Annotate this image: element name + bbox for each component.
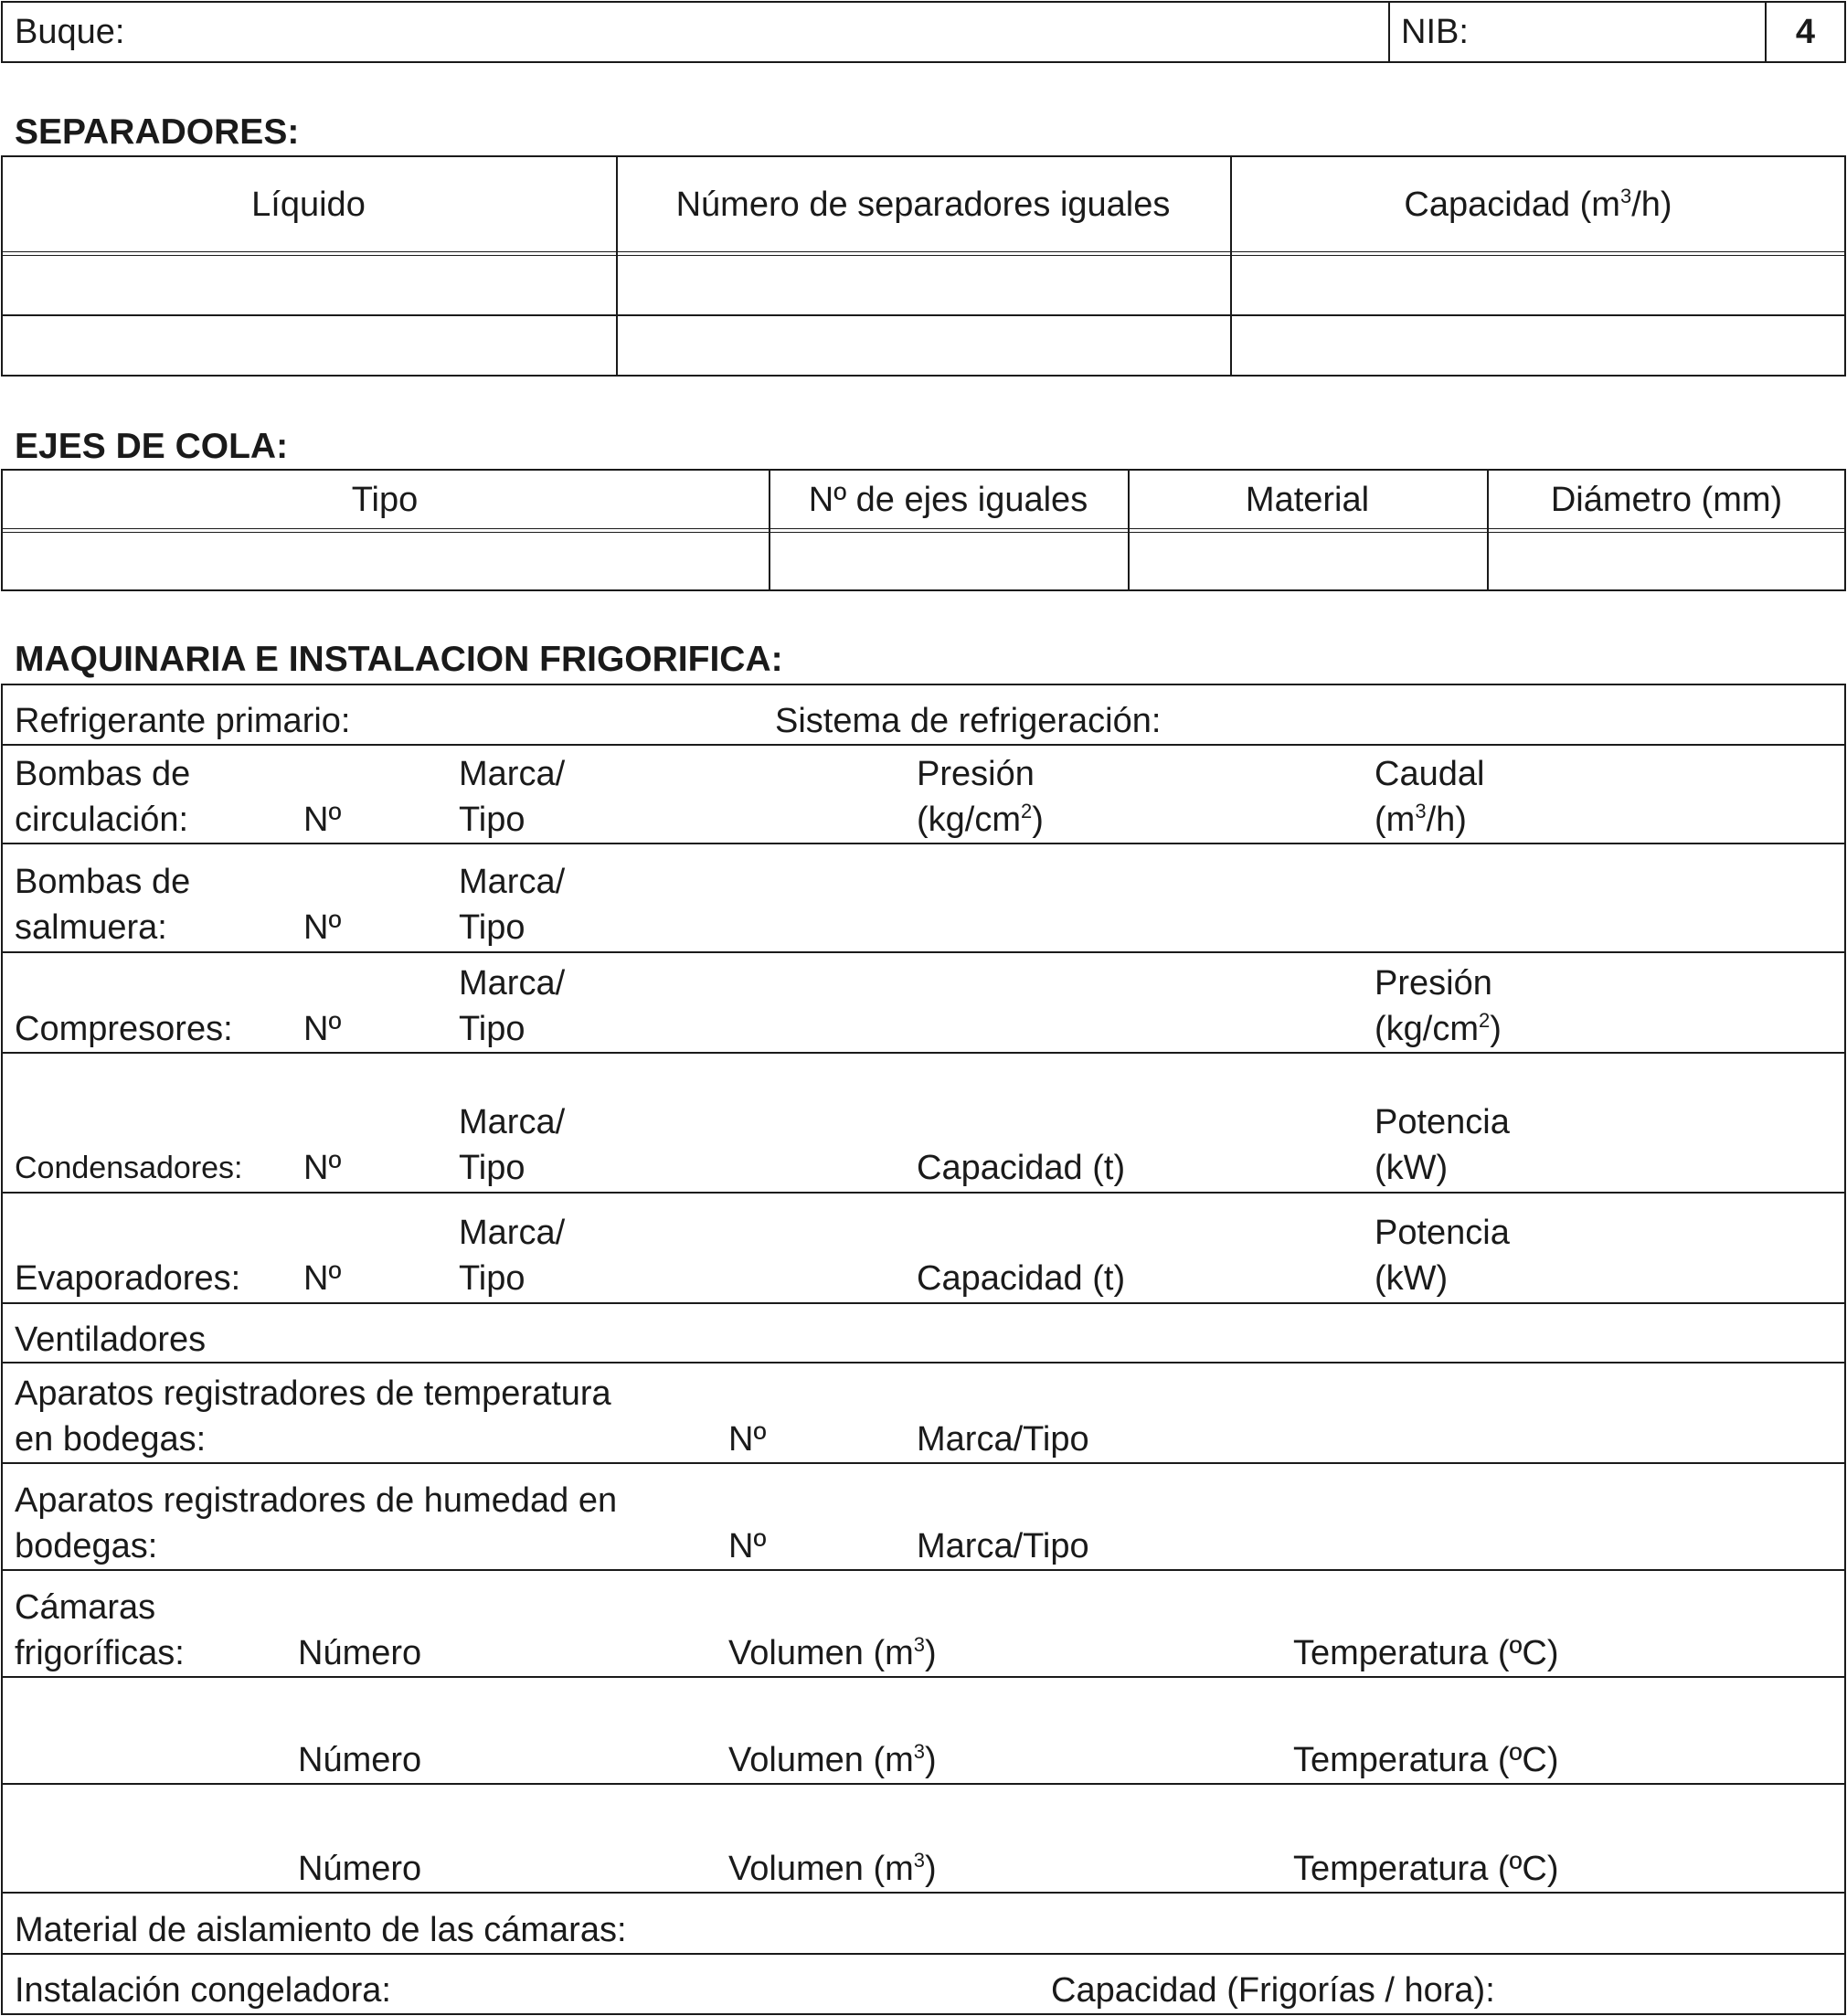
- temperatura-label: Temperatura (ºC): [1293, 1850, 1559, 1888]
- marca-tipo-label: Marca/ Tipo: [459, 964, 566, 1048]
- numero-label: Número: [298, 1850, 422, 1888]
- temperatura-label: Temperatura (ºC): [1293, 1741, 1559, 1779]
- ventiladores-label: Ventiladores: [15, 1321, 207, 1359]
- col-diametro: Diámetro (mm): [1550, 481, 1783, 519]
- maquinaria-title: MAQUINARIA E INSTALACION FRIGORIFICA:: [15, 640, 783, 679]
- col-liquido: Líquido: [251, 186, 366, 224]
- num-label: Nº: [303, 1259, 342, 1298]
- ejes-header-rule: [1, 528, 1846, 533]
- row-divider: [1, 1192, 1846, 1194]
- sistema-label: Sistema de refrigeración:: [775, 702, 1162, 740]
- volumen-label: Volumen $(m^3)$: [728, 1740, 937, 1779]
- row-divider: [1, 744, 1846, 746]
- separadores-header-rule: [1, 251, 1846, 256]
- ship-label: Buque:: [15, 13, 125, 51]
- camaras-label: Cámaras frigoríficas:: [15, 1588, 185, 1672]
- row-divider: [1, 1362, 1846, 1363]
- capacidad-frigorias-label: Capacidad (Frigorías / hora):: [1051, 1971, 1495, 2010]
- aparatos-humedad-label: Aparatos registradores de humedad en bodegas:: [15, 1481, 618, 1565]
- header-box: [1, 1, 1846, 63]
- presion-label: Presión $(kg/cm^2)$: [1375, 964, 1502, 1048]
- marca-tipo-label: Marca/Tipo: [917, 1527, 1089, 1565]
- bombas-salmuera-label: Bombas de salmuera:: [15, 863, 191, 947]
- row-divider: [1, 1302, 1846, 1304]
- row-divider: [1, 1676, 1846, 1678]
- evaporadores-label: Evaporadores:: [15, 1259, 241, 1298]
- volumen-label: Volumen $(m^3)$: [728, 1633, 937, 1672]
- page-number: 4: [1795, 13, 1816, 51]
- potencia-label: Potencia (kW): [1375, 1214, 1510, 1298]
- marca-tipo-label: Marca/ Tipo: [459, 1103, 566, 1187]
- col-capacidad: Capacidad $(m^3/h)$: [1404, 185, 1672, 224]
- refrigerante-label: Refrigerante primario:: [15, 702, 351, 740]
- num-label: Nº: [303, 908, 342, 947]
- row-divider: [1, 314, 1846, 316]
- row-divider: [1, 1783, 1846, 1785]
- material-aislamiento-label: Material de aislamiento de las cámaras:: [15, 1911, 627, 1949]
- col-material: Material: [1245, 481, 1370, 519]
- num-label: Nº: [303, 1149, 342, 1187]
- header-divider: [1388, 1, 1390, 63]
- aparatos-temperatura-label: Aparatos registradores de temperatura en bodegas:: [15, 1374, 611, 1459]
- row-divider: [1, 1569, 1846, 1571]
- ejes-title: EJES DE COLA:: [15, 427, 289, 466]
- potencia-label: Potencia (kW): [1375, 1103, 1510, 1187]
- row-divider: [1, 951, 1846, 953]
- row-divider: [1, 1892, 1846, 1894]
- marca-tipo-label: Marca/Tipo: [917, 1420, 1089, 1459]
- col-tipo: Tipo: [351, 481, 419, 519]
- row-divider: [1, 1953, 1846, 1955]
- compresores-label: Compresores:: [15, 1010, 233, 1048]
- capacidad-t-label: Capacidad (t): [917, 1149, 1126, 1187]
- presion-label: Presión $(kg/cm^2)$: [917, 755, 1044, 839]
- condensadores-label: Condensadores:: [15, 1151, 243, 1185]
- num-label: Nº: [728, 1420, 767, 1459]
- separadores-title: SEPARADORES:: [15, 112, 300, 152]
- capacidad-t-label: Capacidad (t): [917, 1259, 1126, 1298]
- row-divider: [1, 1462, 1846, 1464]
- temperatura-label: Temperatura (ºC): [1293, 1634, 1559, 1672]
- numero-label: Número: [298, 1741, 422, 1779]
- numero-label: Número: [298, 1634, 422, 1672]
- row-divider: [1, 843, 1846, 844]
- bombas-circulacion-label: Bombas de circulación:: [15, 755, 191, 839]
- marca-tipo-label: Marca/ Tipo: [459, 1214, 566, 1298]
- col-numero-separadores: Número de separadores iguales: [675, 186, 1171, 224]
- nib-label: NIB:: [1401, 13, 1469, 51]
- marca-tipo-label: Marca/ Tipo: [459, 863, 566, 947]
- marca-tipo-label: Marca/ Tipo: [459, 755, 566, 839]
- col-num-ejes: Nº de ejes iguales: [808, 481, 1088, 519]
- num-label: Nº: [303, 801, 342, 839]
- instalacion-congeladora-label: Instalación congeladora:: [15, 1971, 391, 2010]
- caudal-label: Caudal $(m^3/h)$: [1375, 755, 1485, 839]
- volumen-label: Volumen $(m^3)$: [728, 1849, 937, 1888]
- num-label: Nº: [303, 1010, 342, 1048]
- num-label: Nº: [728, 1527, 767, 1565]
- maquinaria-table: [1, 684, 1846, 2015]
- row-divider: [1, 1052, 1846, 1054]
